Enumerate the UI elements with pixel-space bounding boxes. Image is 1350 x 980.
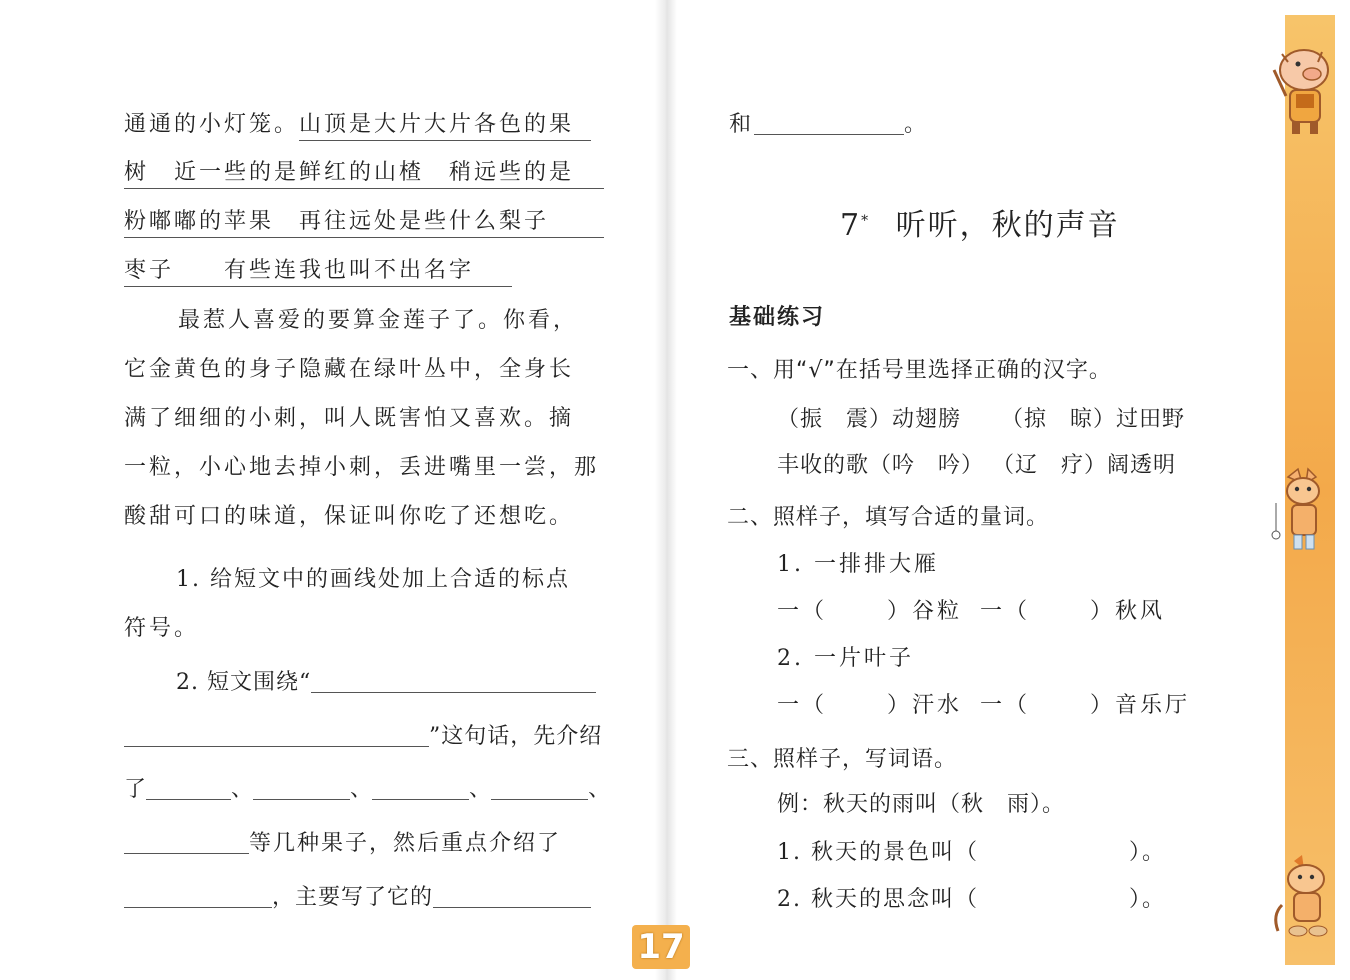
- question-2-line-1: 2. 短文围绕“: [176, 668, 596, 698]
- part-3-title: 三、照样子，写词语。: [727, 747, 958, 772]
- answer-blank[interactable]: [372, 777, 469, 800]
- question-2-line-3: 了 、 、 、 、: [124, 777, 611, 802]
- passage-line-1: 通通的小灯笼。山顶是大片大片各色的果: [124, 110, 591, 141]
- fox-mascot-icon: [1268, 465, 1338, 560]
- passage-line-3: [124, 207, 604, 238]
- right-page: [665, 0, 1350, 980]
- part-3-example: 例：秋天的雨叫（秋 雨）。: [777, 792, 1066, 817]
- answer-blank[interactable]: [124, 885, 272, 908]
- answer-blank[interactable]: [124, 831, 249, 854]
- part-1-title: 一、用“√”在括号里选择正确的汉字。: [727, 358, 1112, 383]
- passage-line-2: [124, 158, 604, 189]
- passage-line-4: [124, 256, 512, 287]
- question-2-line-5: ，主要写了它的: [124, 883, 591, 913]
- pig-mascot-icon: [1262, 40, 1340, 140]
- part-2-row-2: 一（ ）汗水 一（ ）音乐厅: [777, 693, 1191, 718]
- part-1-row-1: （振 震）动翅膀 （掠 晾）过田野: [777, 407, 1186, 432]
- answer-blank[interactable]: [433, 885, 591, 908]
- part-1-row-2: 丰收的歌（吟 吟） （辽 疗）阔透明: [777, 453, 1177, 478]
- part-3-q1: 1. 秋天的景色叫（ ）。: [777, 840, 1166, 865]
- answer-blank[interactable]: [491, 777, 588, 800]
- answer-blank[interactable]: [146, 777, 231, 800]
- underlined-text: 粉嘟嘟的苹果 再往远处是些什么梨子: [124, 207, 604, 238]
- cat-mascot-icon: [1262, 855, 1340, 945]
- question-1-line-1: 1. 给短文中的画线处加上合适的标点: [176, 567, 570, 592]
- page-number: 17: [632, 925, 690, 969]
- paragraph-line-1: 最惹人喜爱的要算金莲子了。你看，: [178, 308, 579, 333]
- answer-blank[interactable]: [754, 112, 904, 135]
- section-heading: 基础练习: [729, 305, 826, 330]
- left-page: [0, 0, 665, 980]
- part-2-example-2: 2. 一片叶子: [777, 646, 914, 671]
- underlined-text: 山顶是大片大片各色的果: [299, 110, 591, 141]
- paragraph-line-2: 它金黄色的身子隐藏在绿叶丛中，全身长: [124, 357, 575, 382]
- underlined-text: 树 近一些的是鲜红的山楂 稍远些的是: [124, 158, 604, 189]
- answer-blank[interactable]: [124, 724, 429, 747]
- part-2-example-1: 1. 一排排大雁: [777, 552, 939, 577]
- paragraph-line-4: 一粒，小心地去掉小刺，丢进嘴里一尝，那: [124, 455, 600, 480]
- part-2-row-1: 一（ ）谷粒 一（ ）秋风: [777, 599, 1166, 624]
- part-2-title: 二、照样子，填写合适的量词。: [727, 505, 1050, 530]
- answer-blank[interactable]: [311, 670, 596, 693]
- underlined-text: 枣子 有些连我也叫不出名字: [124, 256, 512, 287]
- carry-line: 和 。: [729, 112, 930, 137]
- question-1-line-2: 符号。: [124, 616, 200, 641]
- question-2-line-4: 等几种果子，然后重点介绍了: [124, 829, 561, 859]
- paragraph-line-3: 满了细细的小刺，叫人既害怕又喜欢。摘: [124, 406, 575, 431]
- question-2-line-2: ”这句话，先介绍: [124, 722, 602, 752]
- part-3-q2: 2. 秋天的思念叫（ ）。: [777, 887, 1166, 912]
- paragraph-line-5: 酸甜可口的味道，保证叫你吃了还想吃。: [124, 504, 575, 529]
- answer-blank[interactable]: [253, 777, 350, 800]
- lesson-title: 7* 听听，秋的声音: [840, 208, 1120, 243]
